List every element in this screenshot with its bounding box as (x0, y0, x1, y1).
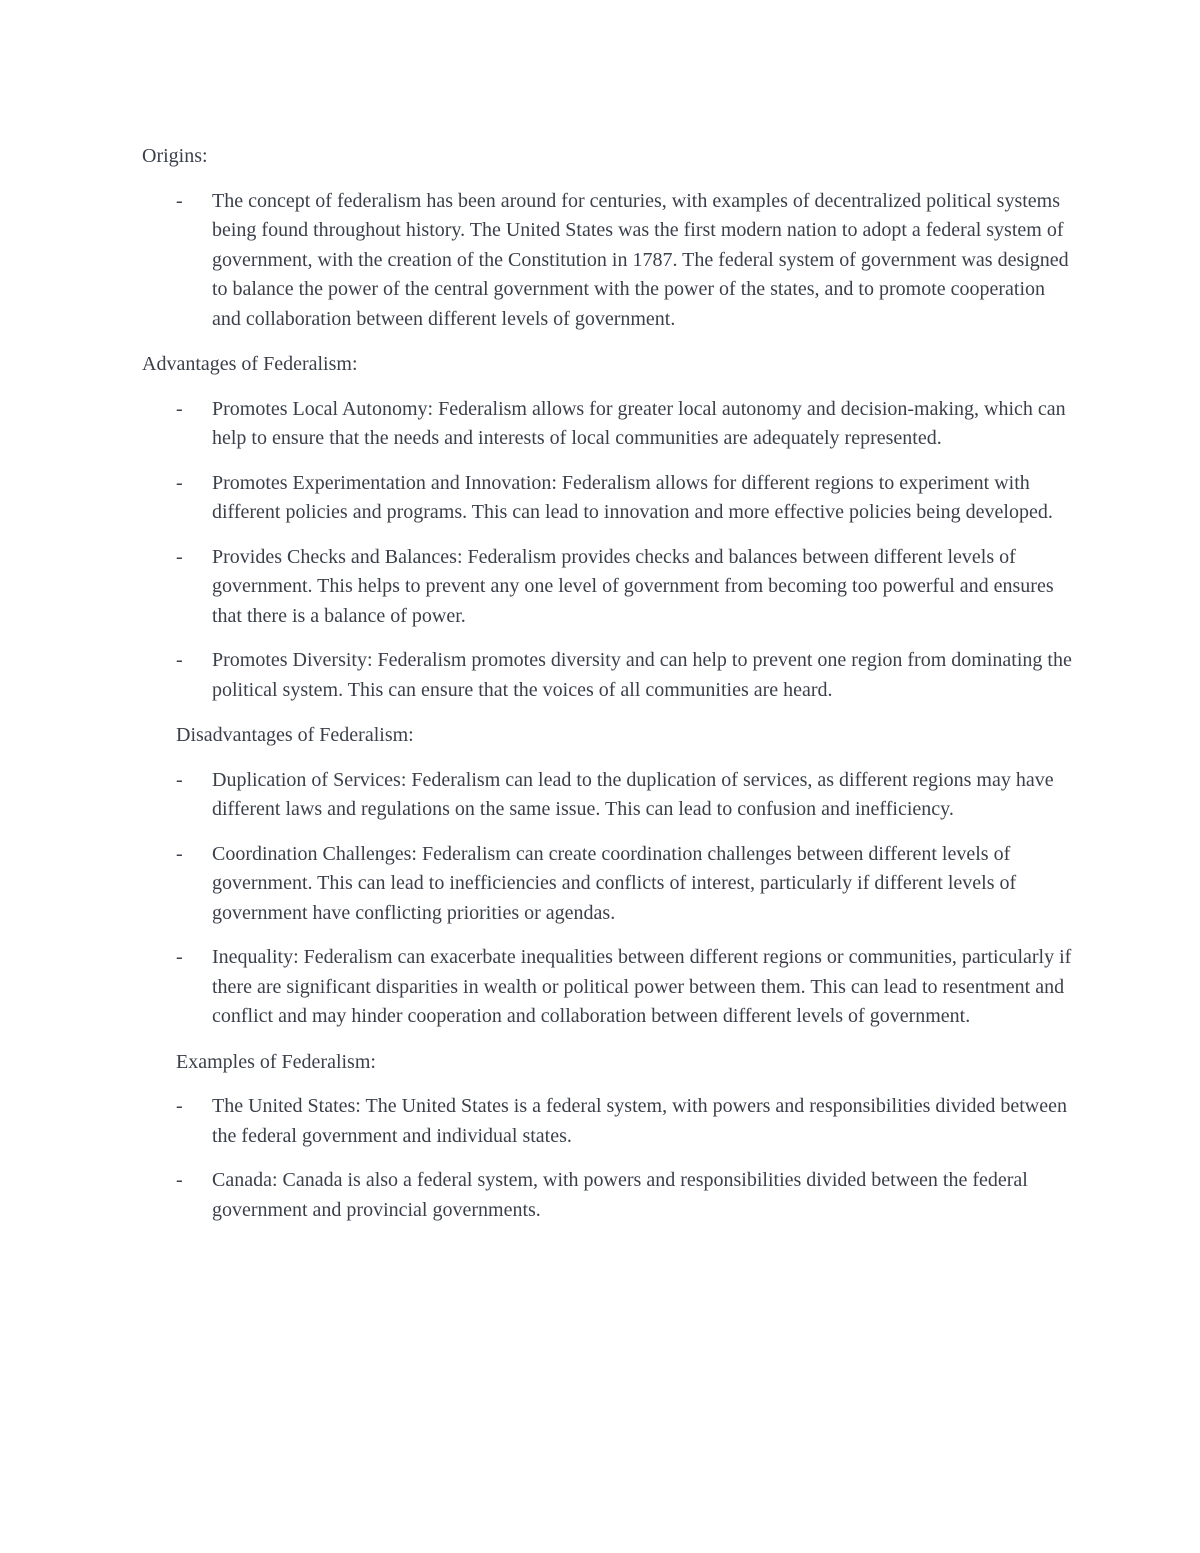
bullet-list (142, 187, 1072, 335)
list-item-text: Promotes Local Autonomy: Federalism allows for greater local autonomy and decision-making, which can help to ensure that the needs and interests of local communities are adequately represented. (212, 397, 1066, 449)
dash-bullet: - (176, 649, 183, 671)
list-item (142, 766, 1072, 825)
list-item (142, 543, 1072, 632)
dash-bullet: - (176, 1169, 183, 1191)
section-heading: Origins: (142, 145, 208, 167)
list-item-text: Provides Checks and Balances: Federalism provides checks and balances between different levels of government. This helps to prevent any one level of government from becoming too powerful and ensures that there is a balance of power. (212, 545, 1054, 627)
dash-bullet: - (176, 768, 183, 791)
list-item-text: Inequality: Federalism can exacerbate inequalities between different regions or communities, particularly if there are significant disparities in wealth or political power between them. This can lead to resentment and conflict and may hinder cooperation and collaboration between different levels of government. (212, 946, 1072, 1027)
list-item-text: The concept of federalism has been around for centuries, with examples of decentralized political systems being found throughout history. The United States was the first modern nation to adopt a federal system of government, with the creation of the Constitution in 1787. The federal system of government was designed to balance the power of the central government with the power of the states, and to promote cooperation and collaboration between different levels of government. (212, 189, 1069, 330)
bullet-list (142, 766, 1072, 1032)
list-item (142, 187, 1072, 335)
dash-bullet: - (176, 842, 183, 865)
list-item (142, 1092, 1072, 1151)
list-item (142, 469, 1072, 528)
list-item-text: Promotes Experimentation and Innovation: Federalism allows for different regions to experiment with different policies and programs. This can lead to innovation and more effective policies being developed. (212, 471, 1053, 523)
list-item-text: Promotes Diversity: Federalism promotes diversity and can help to prevent one region from dominating the political system. This can ensure that the voices of all communities are heard. (212, 649, 1072, 701)
list-item (142, 1166, 1072, 1225)
list-item (142, 395, 1072, 454)
document-body (142, 142, 1072, 1241)
dash-bullet: - (176, 471, 183, 494)
list-item-text: Duplication of Services: Federalism can lead to the duplication of services, as different regions may have different laws and regulations on the same issue. This can lead to confusion and inefficiency. (212, 768, 1054, 820)
bullet-list (142, 395, 1072, 706)
section-advantages (142, 350, 1072, 705)
list-item-text: The United States: The United States is a federal system, with powers and responsibilities divided between the federal government and individual states. (212, 1095, 1067, 1147)
bullet-list (142, 1092, 1072, 1225)
dash-bullet: - (176, 189, 183, 212)
list-item (142, 646, 1072, 705)
dash-bullet: - (176, 1095, 183, 1117)
section-heading: Disadvantages of Federalism: (176, 724, 414, 746)
list-item (142, 840, 1072, 929)
list-item-text: Coordination Challenges: Federalism can create coordination challenges between different levels of government. This can lead to inefficiencies and conflicts of interest, particularly if different levels of government have conflicting priorities or agendas. (212, 842, 1017, 924)
section-heading: Examples of Federalism: (176, 1050, 376, 1073)
dash-bullet: - (176, 946, 183, 968)
section-heading: Advantages of Federalism: (142, 353, 358, 375)
dash-bullet: - (176, 397, 183, 420)
list-item (142, 943, 1072, 1032)
dash-bullet: - (176, 545, 183, 568)
section-examples (142, 1048, 1072, 1226)
section-disadvantages (142, 721, 1072, 1032)
section-origins (142, 142, 1072, 334)
list-item-text: Canada: Canada is also a federal system, with powers and responsibilities divided between the federal government and provincial governments. (212, 1169, 1028, 1221)
